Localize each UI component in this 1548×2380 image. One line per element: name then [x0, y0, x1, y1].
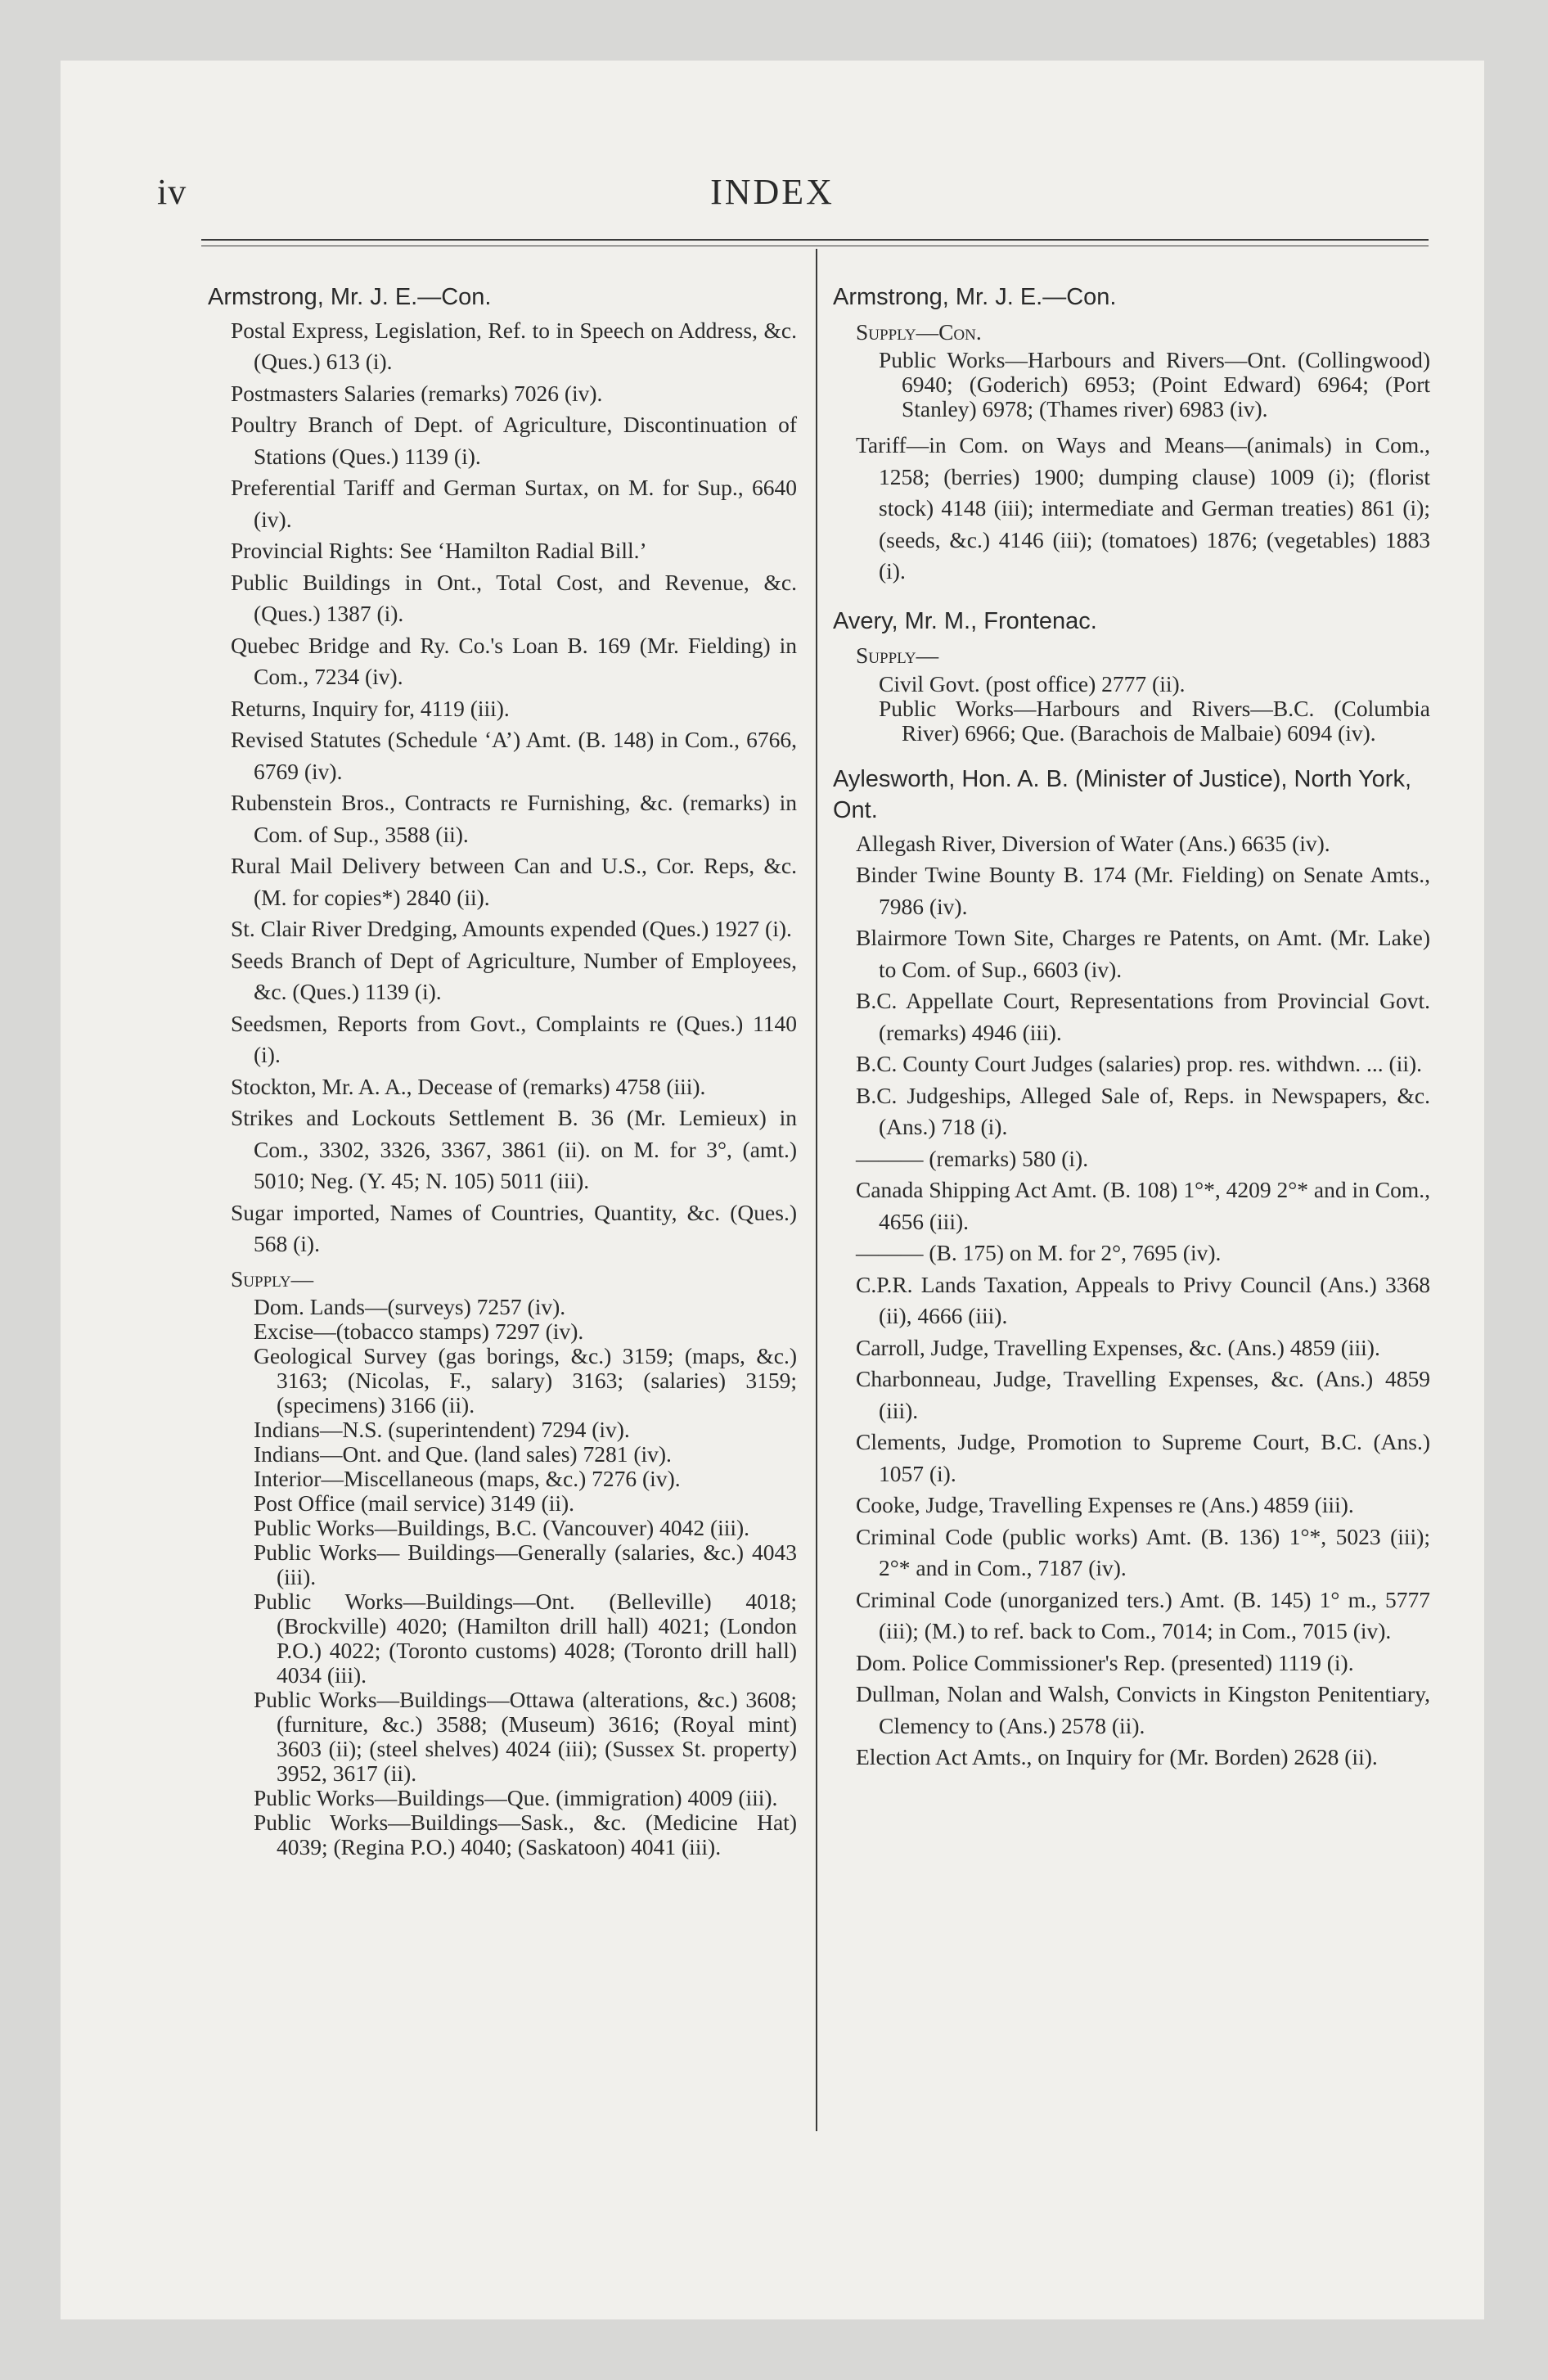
supply-entry: Dom. Lands—(surveys) 7257 (iv). — [254, 1294, 566, 1319]
index-entry: Strikes and Lockouts Settlement B. 36 (Mr. Lemieux) in Com., 3302, 3326, 3367, 3861 (ii). on M. for 3°, (amt.) 5010; Neg. (Y. 45; N. 105) 5011 (iii). — [231, 1105, 797, 1193]
index-entry: Tariff—in Com. on Ways and Means—(animals) in Com., 1258; (berries) 1900; dumping clause) 1009 (i); (florist stock) 4148 (iii); intermediate and German treaties) 861 (i); (seeds, &c.) 4146 (iii); (tomatoes) 1876; (vegetables) 1883 (i). — [856, 432, 1430, 584]
index-heading: Avery, Mr. M., Frontenac. — [833, 607, 1097, 634]
supply-entry: Public Works—Harbours and Rivers—Ont. (Collingwood) 6940; (Goderich) 6953; (Point Edward) 6964; (Port Stanley) 6978; (Thames river) 6983 (iv). — [879, 347, 1430, 421]
entry-list — [833, 828, 1430, 1774]
index-entry: B.C. Appellate Court, Representations from Provincial Govt. (remarks) 4946 (iii). — [856, 988, 1430, 1045]
index-entry: Allegash River, Diversion of Water (Ans.) 6635 (iv). — [856, 830, 1330, 856]
index-entry: Criminal Code (unorganized ters.) Amt. (B. 145) 1° m., 5777 (iii); (M.) to ref. back to Com., 7014; in Com., 7015 (iv). — [856, 1586, 1430, 1643]
supply-entry-list — [833, 672, 1430, 746]
column-divider — [816, 249, 817, 2131]
index-entry: C.P.R. Lands Taxation, Appeals to Privy Council (Ans.) 3368 (ii), 4666 (iii). — [856, 1271, 1430, 1328]
entry-list — [208, 315, 797, 1260]
supply-entry: Public Works—Buildings—Que. (immigration) 4009 (iii). — [254, 1785, 778, 1810]
index-heading: Armstrong, Mr. J. E.—Con. — [833, 284, 1117, 310]
index-entry: Preferential Tariff and German Surtax, on M. for Sup., 6640 (iv). — [231, 475, 797, 532]
index-entry: Cooke, Judge, Travelling Expenses re (Ans.) 4859 (iii). — [856, 1492, 1354, 1517]
index-entry: Stockton, Mr. A. A., Decease of (remarks) 4758 (iii). — [231, 1073, 706, 1099]
supply-entry: Public Works—Buildings—Ottawa (alterations, &c.) 3608; (furniture, &c.) 3588; (Museum) 3616; (Royal mint) 3603 (ii); (steel shelves) 4024 (iii); (Sussex St. property) 3952, 3617 (ii). — [254, 1687, 797, 1786]
supply-label: Supply—Con. — [856, 318, 982, 345]
supply-entry: Public Works— Buildings—Generally (salaries, &c.) 4043 (iii). — [254, 1539, 797, 1589]
supply-entry: Public Works—Buildings—Ont. (Belleville) 4018; (Brockville) 4020; (Hamilton drill hall) 4021; (London P.O.) 4022; (Toronto customs) 4028; (Toronto drill hall) 4034 (iii). — [254, 1589, 797, 1688]
index-entry: Dullman, Nolan and Walsh, Convicts in Kingston Penitentiary, Clemency to (Ans.) 2578 (ii). — [856, 1681, 1430, 1738]
index-entry: Canada Shipping Act Amt. (B. 108) 1°*, 4209 2°* and in Com., 4656 (iii). — [856, 1177, 1430, 1234]
page-title: INDEX — [710, 172, 835, 212]
supply-entry: Geological Survey (gas borings, &c.) 3159; (maps, &c.) 3163; (Nicolas, F., salary) 3163; (salaries) 3159; (specimens) 3166 (ii). — [254, 1343, 797, 1418]
index-entry: Returns, Inquiry for, 4119 (iii). — [231, 695, 510, 721]
index-entry: Public Buildings in Ont., Total Cost, and Revenue, &c. (Ques.) 1387 (i). — [231, 569, 797, 626]
supply-entry: Public Works—Buildings, B.C. (Vancouver) 4042 (iii). — [254, 1515, 750, 1540]
supply-label: Supply— — [856, 642, 939, 668]
page-header — [61, 171, 1484, 220]
index-entry: B.C. County Court Judges (salaries) prop. res. withdwn. ... (ii). — [856, 1051, 1423, 1076]
index-entry: Carroll, Judge, Travelling Expenses, &c. (Ans.) 4859 (iii). — [856, 1334, 1380, 1360]
index-heading: Aylesworth, Hon. A. B. (Minister of Justice), North York, Ont. — [833, 765, 1412, 823]
supply-entry-list — [208, 1295, 797, 1859]
right-column — [833, 282, 1430, 1774]
index-entry: Dom. Police Commissioner's Rep. (presented) 1119 (i). — [856, 1649, 1354, 1675]
index-entry: Charbonneau, Judge, Travelling Expenses, &c. (Ans.) 4859 (iii). — [856, 1366, 1430, 1423]
index-entry: Quebec Bridge and Ry. Co.'s Loan B. 169 (Mr. Fielding) in Com., 7234 (iv). — [231, 632, 797, 689]
index-entry: Seeds Branch of Dept of Agriculture, Number of Employees, &c. (Ques.) 1139 (i). — [231, 947, 797, 1004]
supply-entry: Post Office (mail service) 3149 (ii). — [254, 1490, 575, 1516]
index-entry: Seedsmen, Reports from Govt., Complaints re (Ques.) 1140 (i). — [231, 1010, 797, 1067]
page-number: iv — [157, 172, 187, 212]
index-entry: ——— (remarks) 580 (i). — [856, 1145, 1089, 1171]
index-entry: Postmasters Salaries (remarks) 7026 (iv). — [231, 380, 603, 406]
index-entry: St. Clair River Dredging, Amounts expended (Ques.) 1927 (i). — [231, 916, 792, 941]
supply-entry: Excise—(tobacco stamps) 7297 (iv). — [254, 1318, 584, 1344]
supply-entry: Interior—Miscellaneous (maps, &c.) 7276 (iv). — [254, 1466, 681, 1491]
index-entry: Poultry Branch of Dept. of Agriculture, Discontinuation of Stations (Ques.) 1139 (i). — [231, 412, 797, 469]
header-rule — [201, 239, 1429, 241]
supply-label: Supply— — [231, 1265, 314, 1291]
left-column — [208, 282, 797, 1859]
index-entry: Election Act Amts., on Inquiry for (Mr. Borden) 2628 (ii). — [856, 1744, 1378, 1769]
index-entry: Rural Mail Delivery between Can and U.S., Cor. Reps, &c. (M. for copies*) 2840 (ii). — [231, 853, 797, 910]
index-entry: Clements, Judge, Promotion to Supreme Court, B.C. (Ans.) 1057 (i). — [856, 1429, 1430, 1486]
supply-entry: Indians—Ont. and Que. (land sales) 7281 (iv). — [254, 1441, 672, 1467]
supply-entry: Indians—N.S. (superintendent) 7294 (iv). — [254, 1417, 630, 1442]
index-entry: ——— (B. 175) on M. for 2°, 7695 (iv). — [856, 1240, 1222, 1265]
index-entry: Revised Statutes (Schedule ‘A’) Amt. (B. 148) in Com., 6766, 6769 (iv). — [231, 727, 797, 784]
supply-entry-list — [833, 348, 1430, 421]
supply-entry: Public Works—Harbours and Rivers—B.C. (Columbia River) 6966; Que. (Barachois de Malbaie) 6094 (iv). — [879, 695, 1430, 746]
index-entry: Postal Express, Legislation, Ref. to in Speech on Address, &c. (Ques.) 613 (i). — [231, 317, 797, 374]
index-entry: Provincial Rights: See ‘Hamilton Radial Bill.’ — [231, 538, 647, 563]
index-entry: Criminal Code (public works) Amt. (B. 136) 1°*, 5023 (iii); 2°* and in Com., 7187 (iv). — [856, 1523, 1430, 1580]
index-entry: Sugar imported, Names of Countries, Quantity, &c. (Ques.) 568 (i). — [231, 1199, 797, 1256]
index-entry: Rubenstein Bros., Contracts re Furnishing, &c. (remarks) in Com. of Sup., 3588 (ii). — [231, 790, 797, 847]
index-entry: Binder Twine Bounty B. 174 (Mr. Fielding) on Senate Amts., 7986 (iv). — [856, 862, 1430, 919]
document-page — [61, 61, 1484, 2319]
index-entry: Blairmore Town Site, Charges re Patents, on Amt. (Mr. Lake) to Com. of Sup., 6603 (iv). — [856, 925, 1430, 982]
supply-entry: Public Works—Buildings—Sask., &c. (Medicine Hat) 4039; (Regina P.O.) 4040; (Saskatoon) 4041 (iii). — [254, 1810, 797, 1859]
index-entry: B.C. Judgeships, Alleged Sale of, Reps. in Newspapers, &c. (Ans.) 718 (i). — [856, 1082, 1430, 1139]
supply-entry: Civil Govt. (post office) 2777 (ii). — [879, 670, 1186, 696]
index-heading: Armstrong, Mr. J. E.—Con. — [208, 284, 492, 310]
